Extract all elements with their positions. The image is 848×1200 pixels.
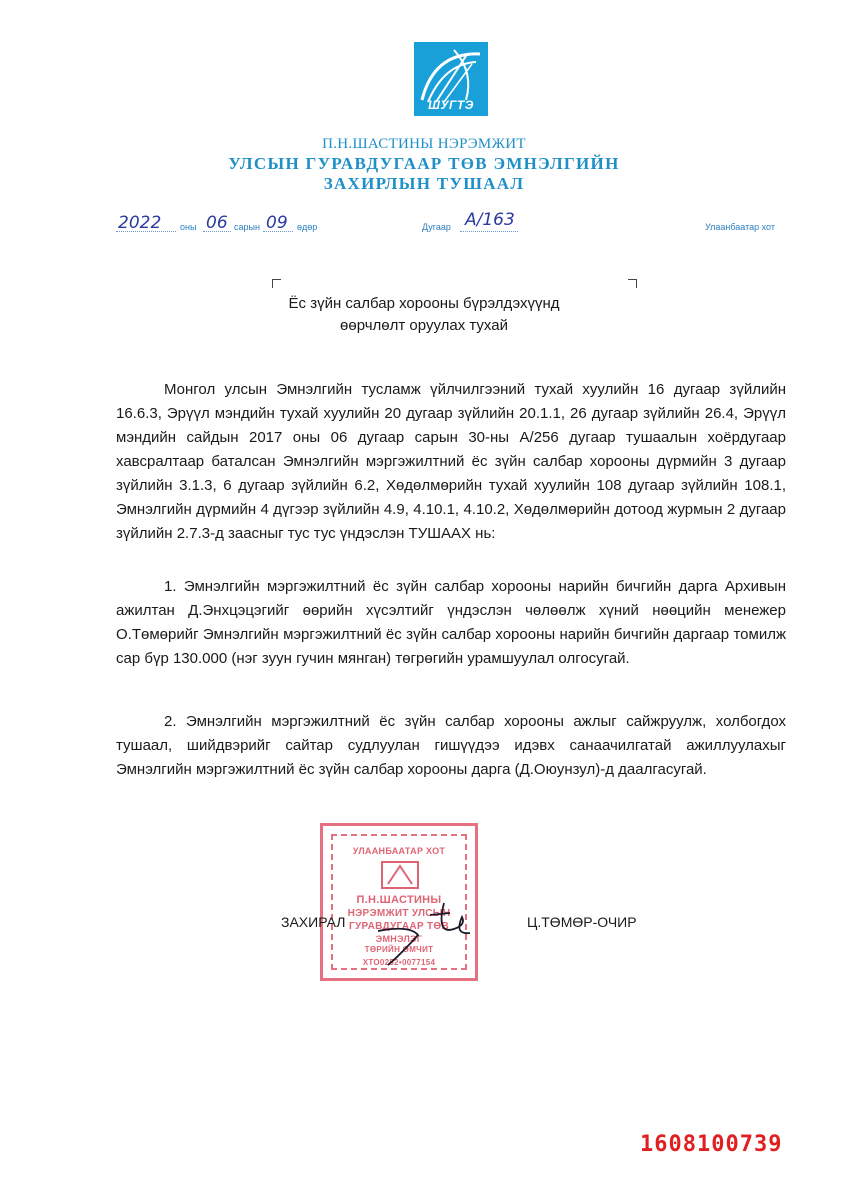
handwritten-signature (370, 895, 480, 975)
order-number-handwritten: А/163 (465, 210, 515, 230)
stamp-emblem-icon (380, 860, 420, 890)
signatory-name: Ц.ТӨМӨР-ОЧИР (527, 914, 637, 930)
org-name-line1: УЛСЫН ГУРАВДУГААР ТӨВ ЭМНЭЛГИЙН (228, 154, 620, 173)
org-name-line2: ЗАХИРЛЫН ТУШААЛ (323, 174, 525, 193)
order-item-1: 1. Эмнэлгийн мэргэжилтний ёс зүйн салбар хорооны нарийн бичгийн дарга Архивын ажилтан Д.Энхцэцэгийг өөрийн хүсэлтийг үндэслэн чөлөөлж хүний нөөцийн менежер О.Төмөрийг Эмнэлгийн мэргэжилтний ёс зүйн салбар хорооны нарийн бичгийн даргаар томилж сар бүр 130.000 (нэг зуун гучин мянган) төгрөгийн урамшуулал олгосугай. (116, 578, 786, 667)
stamp-line1: П.Н.ШАСТИНЫ (356, 894, 442, 906)
day-label: өдөр (297, 222, 318, 232)
title-line2: өөрчлөлт оруулах тухай (340, 317, 508, 334)
hospital-logo (414, 42, 488, 116)
stamp-line2: НЭРЭМЖИТ УЛСЫН (347, 908, 451, 919)
month-label: сарын (234, 222, 260, 232)
year-label: оны (180, 222, 197, 232)
stamp-line3: ГУРАВДУГААР ТӨВ (349, 921, 449, 932)
stamp-reg: ХТО0252•0077154 (362, 958, 436, 967)
year-handwritten: 2022 (118, 213, 162, 233)
stamp-line4: ЭМНЭЛЭГ (375, 934, 423, 944)
order-item-2: 2. Эмнэлгийн мэргэжилтний ёс зүйн салбар хорооны ажлыг сайжруулж, холбогдох тушаал, шийдвэрийг сайтар судлуулан гишүүдээ идэвх санаачилгатай ажиллуулахыг Эмнэлгийн мэргэжилтний ёс зүйн салбар хорооны дарга (Д.Оюунзул)-д даалгасугай. (116, 713, 786, 778)
org-name-small: П.Н.ШАСТИНЫ НЭРЭМЖИТ (322, 136, 526, 152)
number-label: Дугаар (422, 222, 451, 232)
title-corner-left (272, 279, 281, 288)
title-corner-right (628, 279, 637, 288)
title-line1: Ёс зүйн салбар хорооны бүрэлдэхүүнд (288, 295, 560, 312)
stamp-line5: ТӨРИЙН ӨМЧИТ (364, 945, 434, 954)
logo-text: ШУГТЭ (428, 98, 474, 112)
signatory-role: ЗАХИРАЛ (281, 914, 346, 930)
month-handwritten: 06 (206, 213, 228, 233)
preamble-paragraph: Монгол улсын Эмнэлгийн тусламж үйлчилгээний тухай хуулийн 16 дугаар зүйлийн 16.6.3, Эрүүл мэндийн тухай хуулийн 20 дугаар зүйлийн 20.1.1, 26 дугаар зүйлийн 26.4, Эрүүл мэндийн сайдын 2017 оны 06 дугаар сарын 30-ны А/256 дугаар тушаалын хоёрдугаар хавсралтаар баталсан Эмнэлгийн мэргэжилтний ёс зүйн салбар хорооны дүрмийн 3 дугаар зүйлийн 3.1.3, 6 дугаар зүйлийн 6.2, Хөдөлмөрийн тухай хуулийн 108 дугаар зүйлийн 108.1, Эмнэлгийн дүрмийн 4 дүгээр зүйлийн 4.9, 4.10.1, 4.10.2, Хөдөлмөрийн дотоод журмын 2 дугаар зүйлийн 2.7.3-д заасныг тус тус үндэслэн ТУШААХ нь: (116, 381, 786, 542)
stamp-city: УЛААНБААТАР ХОТ (352, 846, 446, 856)
day-handwritten: 09 (266, 213, 288, 233)
document-title (180, 293, 668, 337)
serial-number: 1608100739 (640, 1132, 783, 1157)
city-label: Улаанбаатар хот (705, 222, 775, 232)
